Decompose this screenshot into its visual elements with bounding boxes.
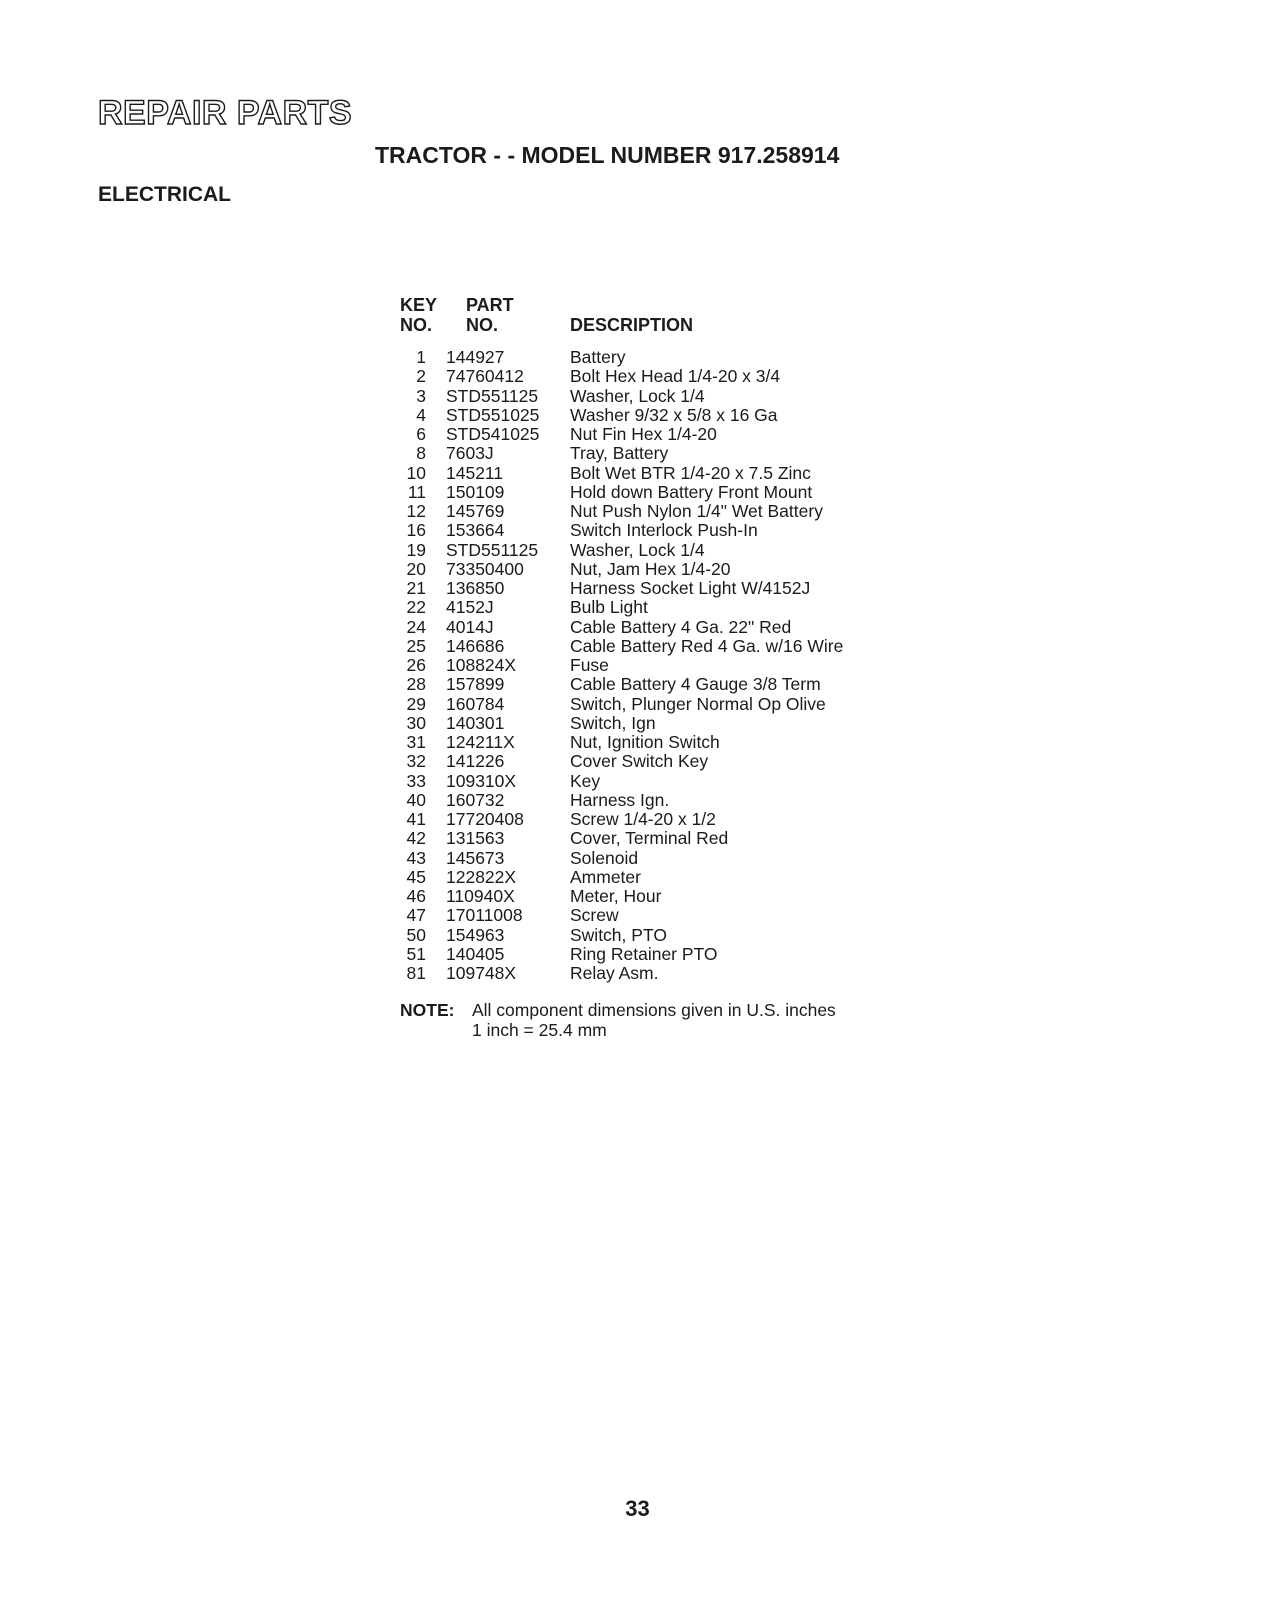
table-row bbox=[400, 733, 920, 752]
table-row bbox=[400, 348, 920, 367]
table-row bbox=[400, 560, 920, 579]
table-row bbox=[400, 964, 920, 983]
key-no: 3 bbox=[416, 385, 426, 406]
part-no: 136850 bbox=[446, 578, 505, 598]
part-description: Cover, Terminal Red bbox=[570, 828, 729, 849]
part-no: 145673 bbox=[446, 847, 505, 868]
key-no: 50 bbox=[406, 924, 426, 945]
table-row bbox=[400, 906, 920, 925]
part-no: 7603J bbox=[446, 443, 494, 464]
part-no: 160732 bbox=[446, 789, 505, 810]
part-no: STD551125 bbox=[446, 539, 539, 560]
note-line1: All component dimensions given in U.S. inches bbox=[472, 1000, 836, 1020]
table-row bbox=[400, 829, 920, 848]
part-description: Harness Socket Light W/4152J bbox=[570, 578, 811, 598]
part-description: Battery bbox=[570, 347, 626, 367]
table-row bbox=[400, 598, 920, 617]
key-no: 6 bbox=[416, 424, 426, 444]
part-no: 109310X bbox=[446, 770, 517, 791]
table-row bbox=[400, 521, 920, 540]
table-row bbox=[400, 618, 920, 637]
part-description: Screw bbox=[570, 905, 619, 926]
part-description: Switch Interlock Push-In bbox=[570, 520, 758, 541]
part-no: 145769 bbox=[446, 501, 505, 521]
table-row bbox=[400, 791, 920, 810]
part-description: Nut Push Nylon 1/4" Wet Battery bbox=[570, 501, 823, 521]
part-description: Hold down Battery Front Mount bbox=[570, 481, 813, 502]
part-description: Key bbox=[570, 770, 601, 791]
part-no: 140405 bbox=[446, 943, 505, 964]
part-description: Bolt Wet BTR 1/4-20 x 7.5 Zinc bbox=[570, 462, 811, 483]
key-no: 43 bbox=[406, 847, 426, 868]
part-description: Bolt Hex Head 1/4-20 x 3/4 bbox=[570, 366, 781, 387]
key-no: 12 bbox=[406, 501, 426, 521]
key-no: 40 bbox=[406, 789, 426, 810]
table-row bbox=[400, 483, 920, 502]
key-no: 2 bbox=[416, 366, 426, 387]
table-row bbox=[400, 926, 920, 945]
part-no: STD551025 bbox=[446, 404, 540, 425]
part-description: Ring Retainer PTO bbox=[570, 943, 718, 964]
note-line2: 1 inch = 25.4 mm bbox=[472, 1020, 607, 1040]
table-row bbox=[400, 868, 920, 887]
table-row bbox=[400, 945, 920, 964]
key-no: 8 bbox=[416, 443, 426, 464]
note bbox=[400, 1000, 836, 1040]
table-row bbox=[400, 656, 920, 675]
key-no: 19 bbox=[406, 539, 426, 560]
table-row bbox=[400, 541, 920, 560]
parts-list bbox=[400, 348, 920, 983]
part-no: 153664 bbox=[446, 520, 505, 541]
part-description: Cable Battery 4 Gauge 3/8 Term bbox=[570, 674, 821, 695]
note-label: NOTE: bbox=[400, 1000, 455, 1020]
part-no: 4152J bbox=[446, 597, 494, 618]
table-row bbox=[400, 425, 920, 444]
table-row bbox=[400, 387, 920, 406]
table-row bbox=[400, 714, 920, 733]
key-header-line1: KEY bbox=[400, 295, 438, 315]
key-no: 25 bbox=[406, 635, 426, 656]
key-no: 30 bbox=[406, 712, 426, 733]
part-no: 124211X bbox=[446, 732, 515, 752]
key-no: 22 bbox=[406, 597, 426, 618]
part-no: 74760412 bbox=[446, 366, 524, 387]
key-no: 1 bbox=[416, 347, 426, 367]
table-row bbox=[400, 367, 920, 386]
part-no: 73350400 bbox=[446, 558, 524, 579]
table-row bbox=[400, 464, 920, 483]
part-no: 4014J bbox=[446, 616, 494, 637]
key-no: 33 bbox=[406, 770, 426, 791]
part-no: STD541025 bbox=[446, 424, 540, 444]
part-description: Bulb Light bbox=[570, 597, 648, 618]
table-row bbox=[400, 502, 920, 521]
key-no: 10 bbox=[406, 462, 426, 483]
part-description: Harness Ign. bbox=[570, 789, 670, 810]
part-no: 141226 bbox=[446, 751, 505, 772]
part-description: Nut Fin Hex 1/4-20 bbox=[570, 424, 717, 444]
part-description: Washer, Lock 1/4 bbox=[570, 539, 705, 560]
part-column-header bbox=[466, 295, 514, 335]
table-row bbox=[400, 444, 920, 463]
part-description: Cable Battery Red 4 Ga. w/16 Wire bbox=[570, 635, 844, 656]
part-description: Washer 9/32 x 5/8 x 16 Ga bbox=[570, 404, 778, 425]
table-row bbox=[400, 695, 920, 714]
model-heading: TRACTOR - - MODEL NUMBER 917.258914 bbox=[375, 142, 840, 168]
table-row bbox=[400, 752, 920, 771]
key-header-line2: NO. bbox=[400, 315, 433, 335]
part-description: Switch, PTO bbox=[570, 924, 667, 945]
note-line1-row bbox=[400, 1000, 836, 1020]
table-row bbox=[400, 887, 920, 906]
part-description: Solenoid bbox=[570, 847, 639, 868]
key-no: 29 bbox=[406, 693, 426, 714]
part-no: 17011008 bbox=[446, 905, 523, 926]
key-no: 21 bbox=[406, 578, 426, 598]
part-description: Screw 1/4-20 x 1/2 bbox=[570, 809, 716, 829]
part-no: 150109 bbox=[446, 481, 505, 502]
table-row bbox=[400, 675, 920, 694]
key-no: 20 bbox=[406, 558, 426, 579]
key-column-header bbox=[400, 295, 437, 335]
key-no: 41 bbox=[406, 809, 426, 829]
part-description: Nut, Jam Hex 1/4-20 bbox=[570, 558, 731, 579]
part-header-line1: PART bbox=[466, 295, 514, 315]
part-no: 131563 bbox=[446, 828, 505, 849]
part-no: 109748X bbox=[446, 963, 517, 983]
key-no: 81 bbox=[406, 963, 426, 983]
part-no: STD551125 bbox=[446, 385, 539, 406]
key-no: 46 bbox=[406, 886, 426, 906]
part-no: 157899 bbox=[446, 674, 505, 695]
table-row bbox=[400, 772, 920, 791]
part-description: Washer, Lock 1/4 bbox=[570, 385, 705, 406]
part-description: Cover Switch Key bbox=[570, 751, 709, 772]
section-heading: ELECTRICAL bbox=[98, 183, 231, 206]
part-no: 154963 bbox=[446, 924, 505, 945]
table-row bbox=[400, 810, 920, 829]
table-row bbox=[400, 849, 920, 868]
part-description: Tray, Battery bbox=[570, 443, 669, 464]
part-no: 140301 bbox=[446, 712, 505, 733]
page-number: 33 bbox=[625, 1496, 650, 1521]
key-no: 47 bbox=[406, 905, 426, 926]
part-header-line2: NO. bbox=[466, 315, 499, 335]
table-row bbox=[400, 637, 920, 656]
page-heading: REPAIR PARTS bbox=[98, 94, 353, 132]
key-no: 11 bbox=[407, 481, 426, 502]
part-description: Nut, Ignition Switch bbox=[570, 732, 720, 752]
part-no: 144927 bbox=[446, 347, 505, 367]
part-no: 110940X bbox=[446, 886, 515, 906]
part-no: 108824X bbox=[446, 655, 517, 675]
description-column-header: DESCRIPTION bbox=[570, 315, 694, 335]
key-no: 31 bbox=[406, 732, 426, 752]
part-no: 122822X bbox=[446, 866, 517, 887]
part-no: 145211 bbox=[446, 462, 504, 483]
table-row bbox=[400, 406, 920, 425]
key-no: 51 bbox=[406, 943, 426, 964]
table-row bbox=[400, 579, 920, 598]
part-no: 160784 bbox=[446, 693, 505, 714]
part-description: Fuse bbox=[570, 655, 609, 675]
key-no: 16 bbox=[406, 520, 426, 541]
key-no: 26 bbox=[406, 655, 426, 675]
part-no: 146686 bbox=[446, 635, 505, 656]
key-no: 32 bbox=[406, 751, 426, 772]
part-description: Relay Asm. bbox=[570, 963, 659, 983]
key-no: 45 bbox=[406, 866, 426, 887]
key-no: 24 bbox=[406, 616, 426, 637]
part-description: Ammeter bbox=[570, 866, 641, 887]
part-description: Switch, Ign bbox=[570, 712, 656, 733]
part-description: Meter, Hour bbox=[570, 886, 662, 906]
key-no: 42 bbox=[406, 828, 426, 849]
key-no: 4 bbox=[416, 404, 426, 425]
part-no: 17720408 bbox=[446, 809, 524, 829]
key-no: 28 bbox=[406, 674, 426, 695]
part-description: Switch, Plunger Normal Op Olive bbox=[570, 693, 826, 714]
part-description: Cable Battery 4 Ga. 22" Red bbox=[570, 616, 792, 637]
